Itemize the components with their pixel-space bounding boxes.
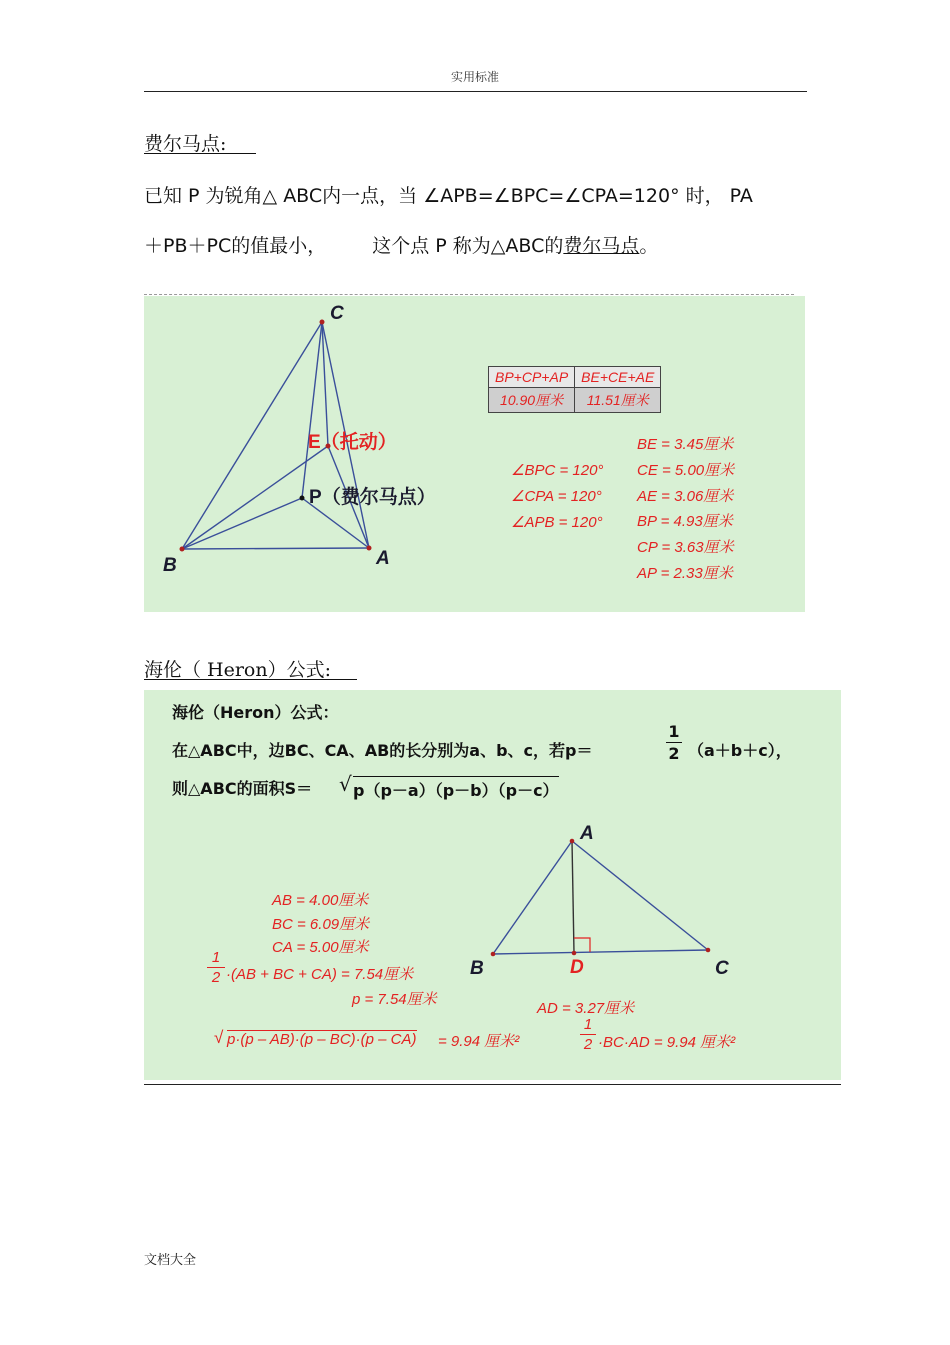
fermat-line-2-part-b: 这个点 P 称为△ABC的 <box>372 235 564 257</box>
fermat-line-2-part-a: ＋PB＋PC的值最小， <box>144 235 327 257</box>
fermat-heading-underline <box>144 153 256 154</box>
heron-triangle-diagram <box>144 690 841 1080</box>
fermat-heading: 费尔马点: <box>144 133 227 155</box>
heron-measure-AB: AB = 4.00厘米 <box>272 892 369 909</box>
heron-panel-title: 海伦（Heron）公式： <box>172 703 339 722</box>
heron-label-D: D <box>570 957 584 978</box>
fermat-line-1: 已知 P 为锐角△ ABC内一点，当 ∠APB=∠BPC=∠CPA=120° 时， PA <box>144 185 753 207</box>
heron-half-num: 1 <box>211 949 221 966</box>
heron-ad-value: AD = 3.27厘米 <box>537 1000 635 1017</box>
angle-APB: ∠APB = 120° <box>511 514 603 531</box>
heron-half-den: 2 <box>211 969 221 986</box>
heron-point-A <box>570 839 575 844</box>
length-AP: AP = 2.33厘米 <box>637 565 733 582</box>
heron-sqrt-result: = 9.94 厘米² <box>438 1033 520 1050</box>
heron-point-D <box>572 951 577 956</box>
heron-label-A: A <box>580 823 594 844</box>
heron-fraction-numerator: 1 <box>668 722 680 741</box>
heron-point-B <box>491 952 496 957</box>
segment-BE <box>182 446 328 549</box>
fermat-panel-top-rule <box>144 294 794 295</box>
point-P-label <box>309 482 436 509</box>
table-value-p-sum: 10.90厘米 <box>489 388 575 413</box>
segment-BP <box>182 498 302 549</box>
length-BE: BE = 3.45厘米 <box>637 436 734 453</box>
heron-area-den: 2 <box>583 1036 593 1053</box>
edge-CB <box>182 322 322 549</box>
angle-CPA: ∠CPA = 120° <box>511 488 602 505</box>
edge-BA <box>182 548 369 549</box>
heron-sqrt-radicand: p（p－a）（p－b）（p－c） <box>353 776 559 801</box>
heron-panel-bottom-rule <box>144 1084 841 1085</box>
heron-heading: 海伦（ Heron）公式: <box>144 659 332 681</box>
edge-AB <box>493 841 572 954</box>
heron-measure-BC: BC = 6.09厘米 <box>272 916 370 933</box>
point-E-letter: E <box>308 432 321 453</box>
heron-line-2-text: 则△ABC的面积S＝ <box>172 779 313 798</box>
table-header-p-sum: BP+CP+AP <box>489 367 575 388</box>
heron-line-1-tail: （a＋b＋c）， <box>688 741 792 760</box>
point-B <box>180 547 185 552</box>
heron-half-perimeter-fraction <box>207 949 225 986</box>
header-rule <box>144 91 807 92</box>
table-header-e-sum: BE+CE+AE <box>575 367 661 388</box>
heron-heading-underline <box>144 679 357 680</box>
heron-half-perimeter-expr: ·(AB + BC + CA) = 7.54厘米 <box>226 966 414 983</box>
heron-label-C: C <box>715 958 729 979</box>
fermat-line-2 <box>144 231 658 258</box>
right-angle-marker <box>574 938 590 952</box>
edge-BC <box>493 950 708 954</box>
edge-AC <box>572 841 708 950</box>
heron-area-expr: ·BC·AD = 9.94 厘米² <box>598 1034 736 1051</box>
heron-area-num: 1 <box>583 1016 593 1033</box>
point-E-label <box>308 427 397 454</box>
altitude-AD <box>572 841 574 953</box>
heron-line-1-text: 在△ABC中，边BC、CA、AB的长分别为a、b、c，若p＝ <box>172 741 593 760</box>
page-header: 实用标准 <box>450 70 499 84</box>
length-CP: CP = 3.63厘米 <box>637 539 734 556</box>
heron-sqrt-sign-small: √ <box>214 1028 224 1047</box>
heron-point-C <box>706 948 711 953</box>
vertex-label-C: C <box>330 303 344 324</box>
heron-area-fraction <box>580 1016 596 1053</box>
point-P-caption: （费尔马点） <box>321 486 436 508</box>
heron-sqrt-sign: √ <box>339 772 352 796</box>
length-BP: BP = 4.93厘米 <box>637 513 733 530</box>
point-E-caption: （托动） <box>320 431 397 453</box>
point-P-letter: P <box>309 487 322 508</box>
page-footer: 文档大全 <box>144 1253 197 1268</box>
heron-p-value: p = 7.54厘米 <box>352 991 437 1008</box>
angle-BPC: ∠BPC = 120° <box>511 462 604 479</box>
table-value-e-sum: 11.51厘米 <box>575 388 661 413</box>
heron-measure-CA: CA = 5.00厘米 <box>272 939 369 956</box>
vertex-label-B: B <box>163 555 177 576</box>
fermat-point-term: 费尔马点 <box>563 235 640 257</box>
heron-sqrt-expr: p·(p – AB)·(p – BC)·(p – CA) <box>227 1031 417 1048</box>
length-CE: CE = 5.00厘米 <box>637 462 735 479</box>
length-AE: AE = 3.06厘米 <box>637 488 734 505</box>
vertex-label-A: A <box>376 548 390 569</box>
heron-label-B: B <box>470 958 484 979</box>
fermat-line-2-end: 。 <box>639 235 659 257</box>
point-C <box>320 320 325 325</box>
heron-fraction-denominator: 2 <box>668 744 680 763</box>
point-P <box>300 496 305 501</box>
point-A <box>367 546 372 551</box>
sum-comparison-table <box>488 366 661 413</box>
